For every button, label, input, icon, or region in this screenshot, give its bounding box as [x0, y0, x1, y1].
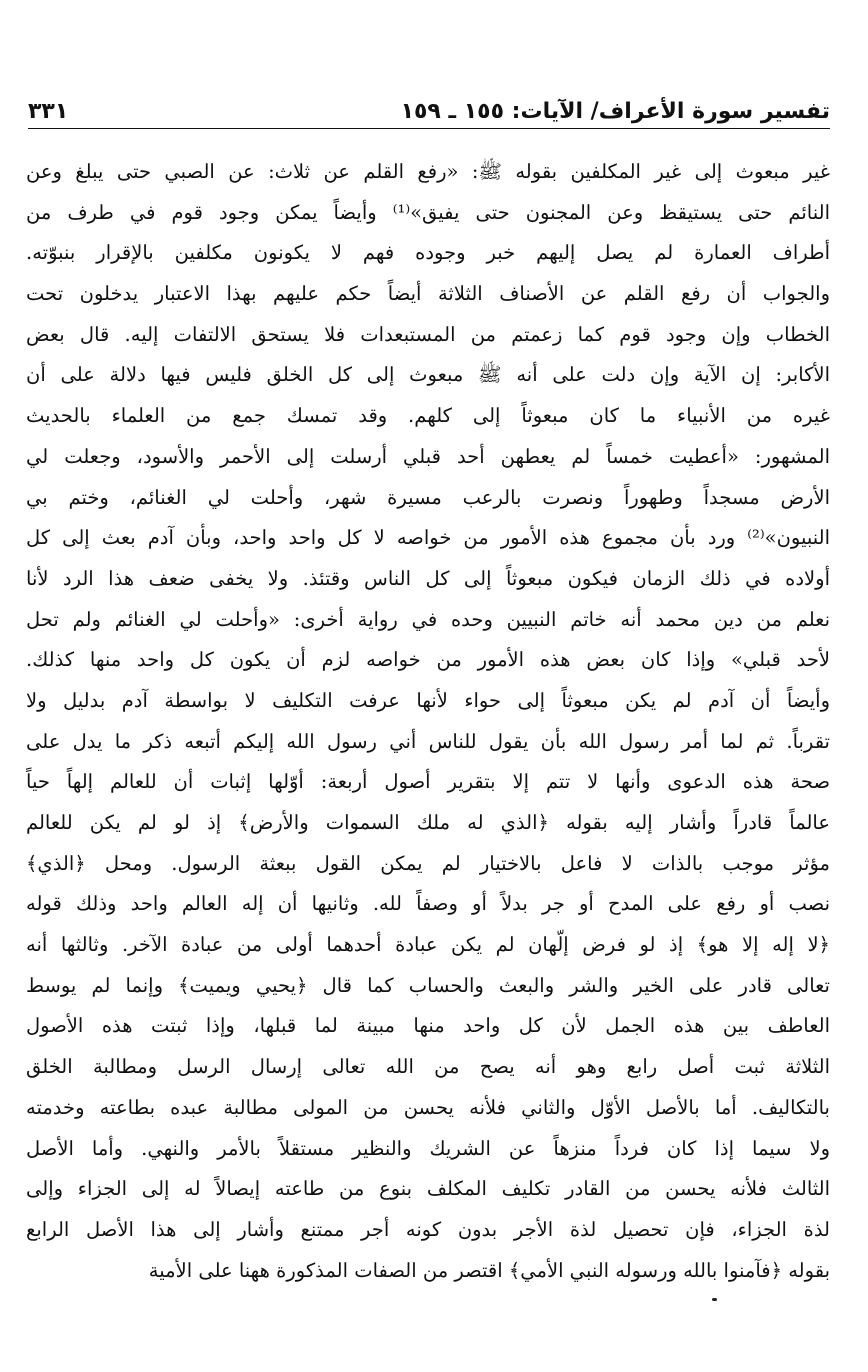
text-line: مؤثر موجب بالذات لا فاعل بالاختيار لم يمكن القول ببعثة الرسول. ومحل ﴿الذي﴾ — [26, 851, 830, 875]
text-line: تعالى قادر على الخير والشر والبعث والحساب كما قال ﴿يحيي ويميت﴾ وإنما لم يوسط — [26, 973, 830, 997]
text-line: أولاده في ذلك الزمان فيكون مبعوثاً إلى كل الناس وقتئذ. ولا يخفى ضعف هذا الرد لأنا — [26, 566, 830, 590]
text-line: ﴿لا إله إلا هو﴾ إذ لو فرض إلّهان لم يكن عبادة أحدهما أولى من عبادة الآخر. وثالثها أنه — [26, 933, 830, 957]
text-line: النائم حتى يستيقظ وعن المجنون حتى يفيق»⁽¹⁾ وأيضاً يمكن وجود قوم في طرف من — [26, 200, 830, 224]
body-text — [26, 152, 830, 1291]
text-line: لأحد قبلي» وإذا كان بعض هذه الأمور من خواصه لزم أن يكون كل واحد منها كذلك. — [26, 648, 830, 672]
text-line: بقوله ﴿فآمنوا بالله ورسوله النبي الأمي﴾ اقتصر من الصفات المذكورة ههنا على الأمية — [148, 1258, 830, 1282]
text-line: والجواب أن رفع القلم عن الأصناف الثلاثة أيضاً حكم عليهم بهذا الاعتبار يدخلون تحت — [26, 282, 830, 306]
text-line: لذة الجزاء، فإن تحصيل لذة الأجر بدون كونه أجر ممتنع وأشار إلى هذا الأصل الرابع — [26, 1217, 830, 1241]
page-number: ٣٣١ — [28, 99, 69, 124]
text-line: الأكابر: إن الآية وإن دلت على أنه ﷺ مبعوث إلى كل الخلق فليس فيها دلالة على أن — [26, 363, 830, 387]
text-line: وأيضاً أن آدم لم يكن مبعوثاً إلى حواء لأنها عرفت التكليف لا بواسطة آدم بدليل ولا — [26, 688, 830, 712]
text-line: العاطف بين هذه الجمل لأن كل واحد منها مبينة لما قبلها، وإذا ثبتت هذه الأصول — [26, 1014, 830, 1038]
running-header — [28, 86, 830, 129]
text-line: الأرض مسجداً وطهوراً ونصرت بالرعب مسيرة شهر، وأحلت لي الغنائم، وختم بي — [26, 485, 830, 509]
text-line: عالماً قادراً وأشار إليه بقوله ﴿الذي له ملك السموات والأرض﴾ إذ لو لم يكن للعالم — [26, 811, 830, 834]
text-line: أطراف العمارة لم يصل إليهم خبر وجوده فهم لا يكونون مكلفين بالإقرار بنبوّته. — [26, 241, 830, 265]
text-line: النبيون»⁽²⁾ ورد بأن مجموع هذه الأمور من خواصه لا كل واحد واحد، وبأن آدم بعث إلى كل — [26, 526, 830, 550]
text-line: بالتكاليف. أما بالأصل الأوّل والثاني فلأنه يحسن من المولى مطالبة عبده بطاعته وخدمته — [26, 1095, 830, 1119]
text-line: غير مبعوث إلى غير المكلفين بقوله ﷺ: «رفع القلم عن ثلاث: عن الصبي حتى يبلغ وعن — [26, 160, 830, 183]
text-line: صحة هذه الدعوى وأنها لا تتم إلا بتقرير أصول أربعة: أوّلها إثبات أن للعالم إلهاً حياً — [26, 770, 830, 794]
text-line: الخطاب وإن وجود قوم كما زعمتم من المستبعدات فلا يستحق الالتفات إليه. قال بعض — [26, 322, 830, 346]
ink-speck — [712, 1298, 717, 1301]
text-line: الثالث فلأنه يحسن من القادر تكليف المكلف بنوع من طاعته إيصالاً له إلى الجزاء وإلى — [26, 1177, 830, 1201]
text-line: نصب أو رفع على المدح أو جر بدلاً أو وصفاً لله. وثانيها أن إله العالم واحد وذلك قوله — [26, 892, 830, 916]
text-line: تقرباً. ثم لما أمر رسول الله بأن يقول للناس أني رسول الله إليكم أتبعه ذكر ما يدل على — [26, 729, 830, 753]
text-line: ولا سيما إذا كان فرداً منزهاً عن الشريك والنظير مستقلاً بالأمر والنهي. وأما الأصل — [26, 1136, 830, 1160]
text-line: المشهور: «أعطيت خمساً لم يعطهن أحد قبلي أرسلت إلى الأحمر والأسود، وجعلت لي — [26, 444, 830, 468]
running-title: تفسير سورة الأعراف/ الآيات: ١٥٥ ـ ١٥٩ — [400, 99, 830, 124]
text-line: الثلاثة ثبت أصل رابع وهو أنه يصح من الله تعالى إرسال الرسل ومطالبة الخلق — [26, 1055, 830, 1079]
text-line: غيره من الأنبياء ما كان مبعوثاً إلى كلهم. وقد تمسك جمع من العلماء بالحديث — [26, 404, 830, 428]
text-line: نعلم من دين محمد أنه خاتم النبيين وحده في رواية أخرى: «وأحلت لي الغنائم ولم تحل — [26, 607, 830, 631]
